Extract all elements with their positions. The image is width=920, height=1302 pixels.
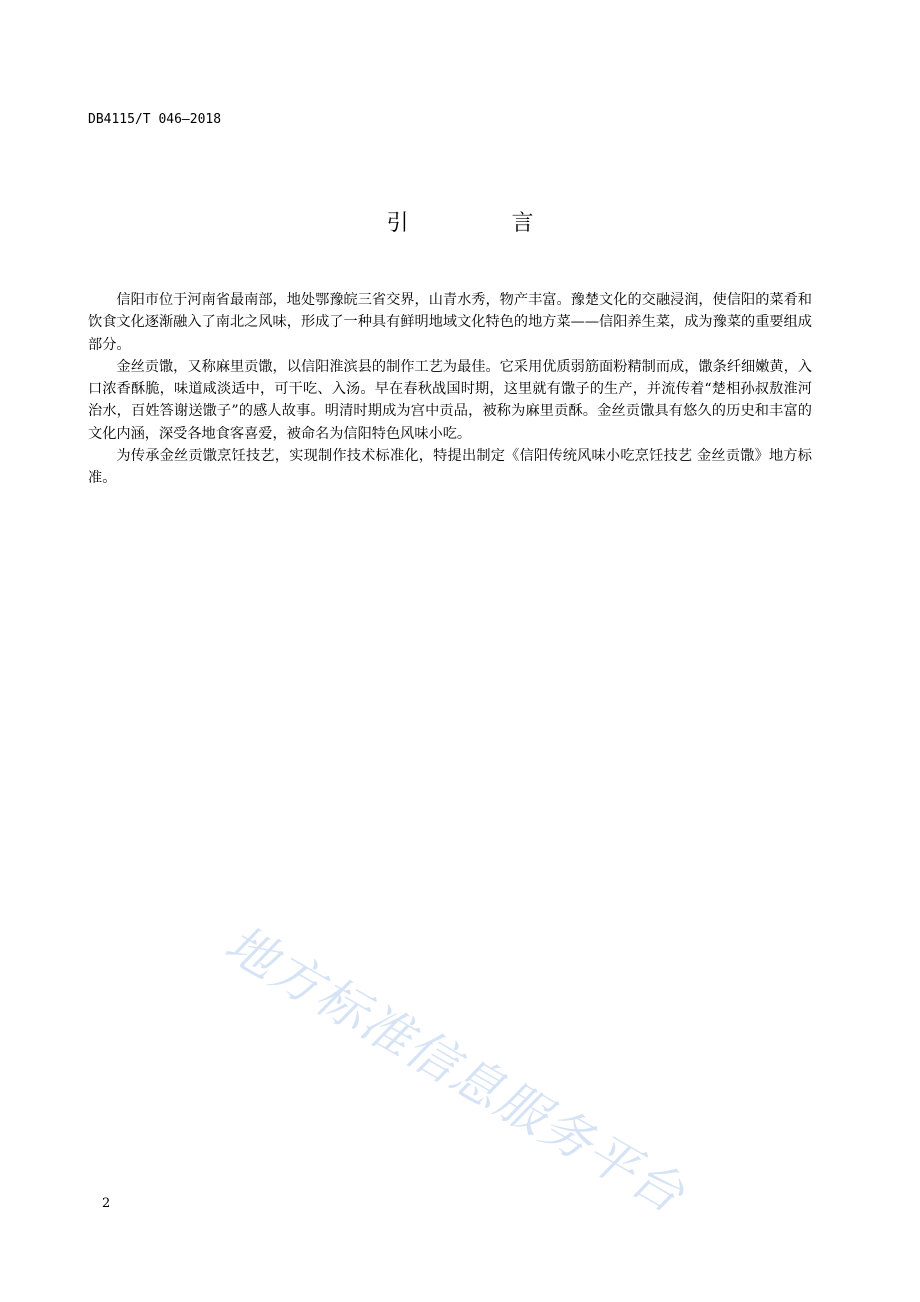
paragraph-intro: 信阳市位于河南省最南部，地处鄂豫皖三省交界，山青水秀，物产丰富。豫楚文化的交融浸润，使信阳的菜肴和饮食文化逐渐融入了南北之风味，形成了一种具有鲜明地域文化特色的地方菜——信阳养生菜，成为豫菜的重要组成部分。	[88, 292, 812, 353]
watermark: 地方标准信息服务平台	[215, 914, 695, 1225]
body-text	[88, 289, 812, 490]
paragraph-purpose: 为传承金丝贡馓烹饪技艺，实现制作技术标准化，特提出制定《信阳传统风味小吃烹饪技艺 金丝贡馓》地方标准。	[88, 448, 812, 487]
standard-code: DB4115/T 046—2018	[88, 112, 222, 127]
paragraph-history: 金丝贡馓，又称麻里贡馓，以信阳淮滨县的制作工艺为最佳。它采用优质弱筋面粉精制而成，馓条纤细嫩黄，入口浓香酥脆，味道咸淡适中，可干吃、入汤。早在春秋战国时期，这里就有馓子的生产，并流传着“楚相孙叔敖淮河治水，百姓答谢送馓子”的感人故事。明清时期成为宫中贡品，被称为麻里贡酥。金丝贡馓具有悠久的历史和丰富的文化内涵，深受各地食客喜爱，被命名为信阳特色风味小吃。	[88, 358, 812, 442]
page-number: 2	[102, 1196, 111, 1211]
page-title: 引 言	[386, 211, 582, 236]
